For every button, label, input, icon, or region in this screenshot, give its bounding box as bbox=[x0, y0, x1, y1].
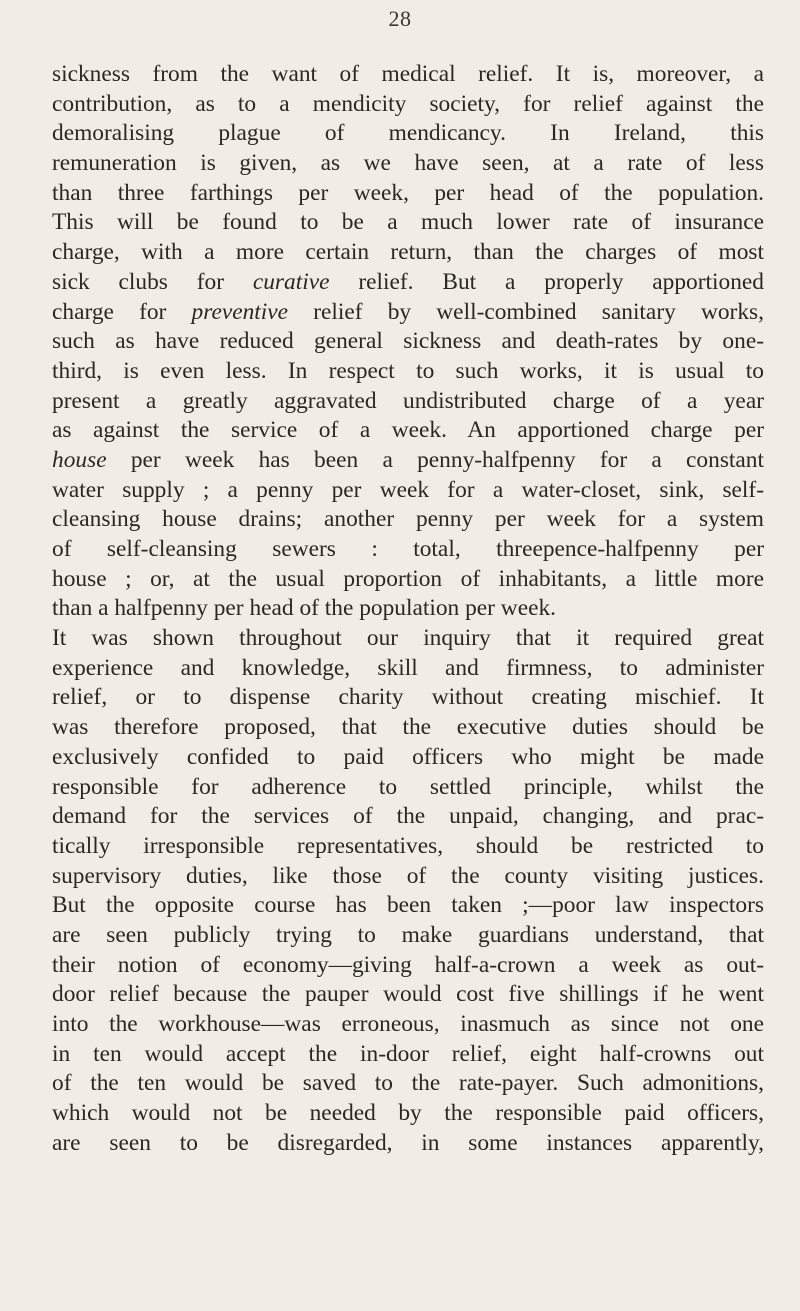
text-line: which would not be needed by the responsible paid officers, bbox=[52, 1100, 764, 1127]
text-line: sick clubs for curative relief. But a properly apportioned bbox=[52, 268, 764, 295]
text-line: But the opposite course has been taken ;—poor law inspectors bbox=[52, 892, 764, 919]
text-line: into the workhouse—was erroneous, inasmuch as since not one bbox=[52, 1011, 764, 1037]
text-line: This will be found to be a much lower rate of insurance bbox=[52, 209, 764, 236]
text-line: are seen publicly trying to make guardians understand, that bbox=[52, 921, 764, 948]
text-line: tically irresponsible representatives, should be restricted to bbox=[52, 832, 764, 859]
text-line: water supply ; a penny per week for a water-closet, sink, self- bbox=[52, 476, 764, 503]
text-line: demand for the services of the unpaid, changing, and prac- bbox=[52, 803, 764, 830]
text-line: charge, with a more certain return, than the charges of most bbox=[52, 239, 764, 266]
text-line: present a greatly aggravated undistributed charge of a year bbox=[52, 387, 764, 414]
text-line: house ; or, at the usual proportion of inhabitants, a little more bbox=[52, 565, 764, 592]
text-line: of self-cleansing sewers : total, threepence-halfpenny per bbox=[52, 536, 764, 562]
emphasized-word: curative bbox=[252, 268, 330, 295]
text-line: are seen to be disregarded, in some instances apparently, bbox=[52, 1129, 764, 1156]
body-text bbox=[52, 60, 764, 1158]
text-line: supervisory duties, like those of the county visiting justices. bbox=[52, 862, 764, 889]
text-line: their notion of economy—giving half-a-crown a week as out- bbox=[52, 951, 764, 978]
text-line: sickness from the want of medical relief. It is, moreover, a bbox=[52, 61, 764, 87]
text-line: third, is even less. In respect to such works, it is usual to bbox=[52, 357, 764, 384]
text-line: door relief because the pauper would cost five shillings if he went bbox=[52, 981, 764, 1008]
text-line: remuneration is given, as we have seen, at a rate of less bbox=[52, 150, 764, 177]
text-line: than a halfpenny per head of the population per week. bbox=[52, 595, 557, 622]
text-line: exclusively confided to paid officers who might be made bbox=[52, 743, 764, 770]
text-line: in ten would accept the in-door relief, eight half-crowns out bbox=[52, 1040, 764, 1067]
text-line: experience and knowledge, skill and firmness, to administer bbox=[52, 654, 764, 681]
text-line: was therefore proposed, that the executive duties should be bbox=[52, 714, 764, 741]
text-line: It was shown throughout our inquiry that it required great bbox=[52, 625, 764, 652]
text-line: relief, or to dispense charity without creating mischief. It bbox=[52, 684, 764, 711]
text-line: charge for preventive relief by well-combined sanitary works, bbox=[52, 298, 764, 325]
text-line: contribution, as to a mendicity society, for relief against the bbox=[52, 90, 764, 117]
text-line: as against the service of a week. An apportioned charge per bbox=[52, 417, 764, 444]
page-number: 28 bbox=[388, 6, 412, 31]
text-line: cleansing house drains; another penny per week for a system bbox=[52, 506, 764, 533]
text-line: such as have reduced general sickness and death-rates by one- bbox=[52, 328, 764, 355]
text-line: house per week has been a penny-halfpenny for a constant bbox=[52, 446, 764, 473]
emphasized-word: house bbox=[52, 446, 107, 473]
text-line: demoralising plague of mendicancy. In Ireland, this bbox=[52, 120, 764, 147]
text-line: of the ten would be saved to the rate-payer. Such admonitions, bbox=[52, 1070, 764, 1097]
text-line: than three farthings per week, per head of the population. bbox=[52, 179, 764, 206]
text-line: responsible for adherence to settled principle, whilst the bbox=[52, 773, 764, 800]
emphasized-word: preventive bbox=[191, 298, 289, 325]
